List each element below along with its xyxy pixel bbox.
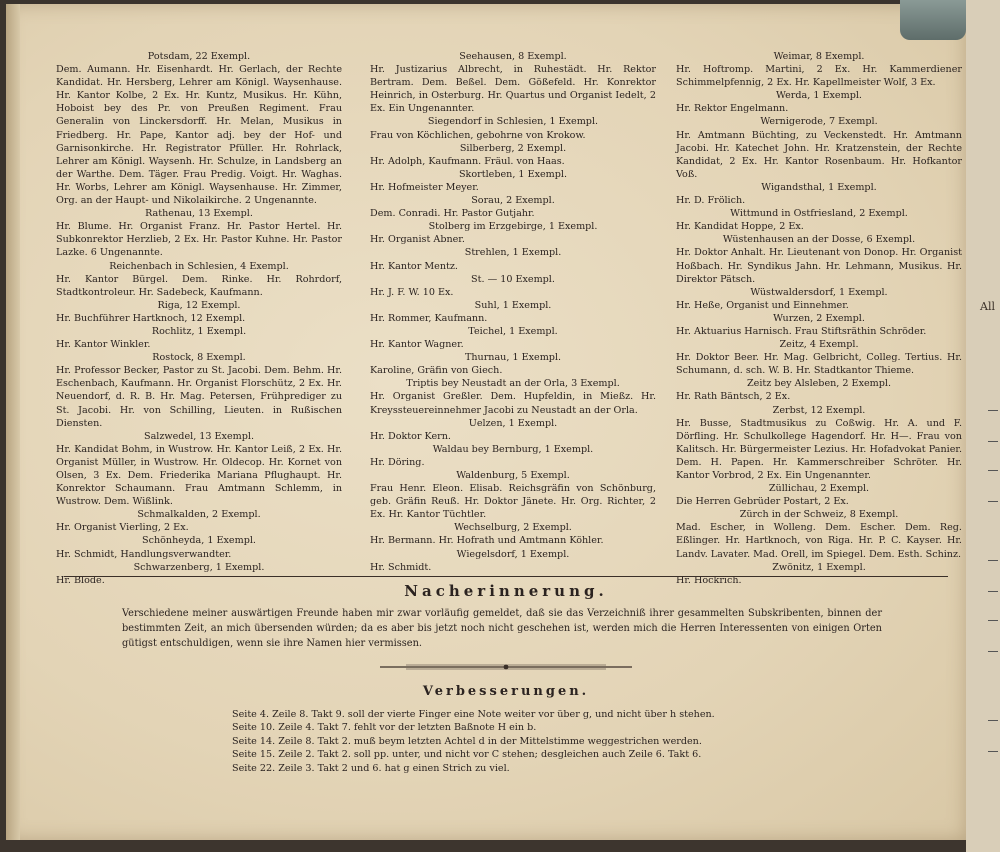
subscriber-entry: Karoline, Gräfin von Giech.: [370, 365, 503, 377]
place-heading: Werda, 1 Exempl.: [776, 90, 862, 102]
section-rule: [64, 576, 948, 577]
subscriber-entry: Frau Henr. Eleon. Elisab. Reichsgräfin von Schönburg, geb. Gräfin Reuß. Hr. Doktor Jänete. Hr. Org. Richter, 2 Ex. Hr. Kantor Tüchtler.: [370, 483, 656, 521]
subscriber-entry: Hr. Heße, Organist und Einnehmer.: [676, 299, 849, 311]
subscriber-entry: Hr. Schmidt.: [370, 561, 432, 573]
subscriber-entry: Hr. Aktuarius Harnisch. Frau Stiftsräthin Schröder.: [676, 325, 927, 337]
place-heading: Salzwedel, 13 Exempl.: [144, 430, 254, 442]
place-heading: Rathenau, 13 Exempl.: [145, 208, 253, 220]
place-heading: Teichel, 1 Exempl.: [468, 325, 558, 337]
subscriber-entry: Mad. Escher, in Wolleng. Dem. Escher. Dem. Reg. Eßlinger. Hr. Hartknoch, von Riga. Hr. P. C. Kayser. Hr. Landv. Lavater. Mad. Orell, im Spiegel. Dem. Esth. Schinz.: [676, 522, 962, 560]
place-heading: Wittmund in Ostfriesland, 2 Exempl.: [730, 208, 908, 220]
subscriber-entry: Hr. Adolph, Kaufmann. Fräul. von Haas.: [370, 155, 565, 167]
subscriber-entry: Hr. Rommer, Kaufmann.: [370, 312, 488, 324]
subscriber-list: [56, 50, 962, 586]
column-2: [370, 50, 656, 574]
place-heading: Triptis bey Neustadt an der Orla, 3 Exempl.: [406, 378, 620, 390]
place-heading: Schwarzenberg, 1 Exempl.: [133, 561, 265, 573]
place-heading: Reichenbach in Schlesien, 4 Exempl.: [109, 260, 289, 272]
subscriber-entry: Hr. Hoftromp. Martini, 2 Ex. Hr. Kammerdiener Schimmelpfennig, 2 Ex. Hr. Kapellmeister Wolf, 3 Ex.: [676, 64, 962, 89]
subscriber-entry: Hr. Rath Bäntsch, 2 Ex.: [676, 391, 791, 403]
subscriber-entry: Hr. Professor Becker, Pastor zu St. Jacobi. Dem. Behm. Hr. Eschenbach, Kaufmann. Hr. Organist Florschütz, 2 Ex. Hr. Neuendorf, d. R. B. Hr. Mag. Petersen, Frühprediger zu St. Jacobi. Hr. von Schilling, Lieuten. in Rußischen Diensten.: [56, 365, 342, 429]
place-heading: Zwönitz, 1 Exempl.: [772, 561, 866, 573]
place-heading: Waldau bey Bernburg, 1 Exempl.: [432, 443, 594, 455]
ornament-divider: [376, 662, 636, 672]
subscriber-entry: Hr. Kandidat Bohm, in Wustrow. Hr. Kantor Leiß, 2 Ex. Hr. Organist Müller, in Wustrow. Hr. Oldecop. Hr. Kornet von Olsen, 3 Ex. Dem. Friederika Mariana Pflughaupt. Hr. Konrektor Schaumann. Frau Amtmann Schlemm, in Wustrow. Dem. Wißlink.: [56, 443, 342, 508]
place-heading: Suhl, 1 Exempl.: [474, 299, 552, 311]
column-1: [56, 50, 342, 587]
place-heading: Potsdam, 22 Exempl.: [147, 51, 251, 62]
subscriber-entry: Hr. Amtmann Büchting, zu Veckenstedt. Hr. Amtmann Jacobi. Hr. Katechet John. Hr. Kratzenstein, der Rechte Kandidat, 2 Ex. Hr. Kantor Rosenbaum. Hr. Hofkantor Voß.: [676, 129, 962, 180]
music-staff-fragment: [988, 470, 998, 502]
nacherinnerung-heading: Nacherinnerung.: [404, 582, 608, 600]
subscriber-entry: Frau von Köchlichen, gebohrne von Krokow.: [370, 129, 586, 141]
subscriber-entry: Hr. Organist Abner.: [370, 234, 465, 246]
subscriber-entry: Dem. Aumann. Hr. Eisenhardt. Hr. Gerlach, der Rechte Kandidat. Hr. Hersberg, Lehrer am Königl. Waysenhause. Hr. Kantor Kolbe, 2 Ex. Hr. Kuntz, Musikus. Hr. Kühn, Hoboist bey des Pr. von Preußen Regiment. Frau Generalin von Linckersdorff. Hr. Melan, Musikus in Friedberg. Hr. Pape, Kantor adj. bey der Hof- und Garnisonkirche. Hr. Registrator Pfüller. Hr. Rohrlack, Lehrer am Königl. Waysenh. Hr. Schulze, in Landsberg an der Warthe. Dem. Täger. Frau Predig. Voigt. Hr. Waghas. Hr. Worbs, Lehrer am Königl. Waysenhause. Hr. Zimmer, Org. an der Haupt- und Nikolaikirche. 2 Ungenannte.: [56, 64, 342, 207]
place-heading: Schmalkalden, 2 Exempl.: [137, 509, 261, 521]
place-heading: Silberberg, 2 Exempl.: [459, 142, 567, 154]
errata-line: Seite 14. Zeile 8. Takt 2. muß beym letzten Achtel d in der Mittelstimme weggestrichen werden.: [232, 735, 702, 747]
place-heading: Uelzen, 1 Exempl.: [468, 417, 558, 429]
subscriber-entry: Hr. J. F. W. 10 Ex.: [370, 286, 454, 298]
subscriber-entry: Die Herren Gebrüder Postart, 2 Ex.: [676, 496, 849, 508]
facing-page-text: All: [980, 300, 995, 313]
music-staff-fragment: [988, 560, 998, 592]
subscriber-entry: Hr. Blöde.: [56, 574, 105, 586]
subscriber-entry: Dem. Conradi. Hr. Pastor Gutjahr.: [370, 208, 535, 220]
subscriber-entry: Hr. Schmidt, Handlungsverwandter.: [56, 548, 232, 560]
place-heading: Siegendorf in Schlesien, 1 Exempl.: [427, 116, 599, 128]
place-heading: Zürch in der Schweiz, 8 Exempl.: [739, 509, 899, 521]
place-heading: Wüstwaldersdorf, 1 Exempl.: [750, 286, 888, 298]
book-edge-shadow: [0, 840, 966, 852]
nacherinnerung-text: Verschiedene meiner auswärtigen Freunde haben mir zwar vorläufig gemeldet, daß sie das Verzeichniß ihrer gesammelten Subskribenten, binnen der bestimmten Zeit, an mich übersenden würden; da es aber bis jetzt noch nicht geschehen ist, werden mich die Herren Interessenten von einigen Orten gütigst entschuldigen, wenn sie ihre Namen hier vermissen.: [122, 608, 882, 649]
place-heading: St. — 10 Exempl.: [471, 273, 555, 285]
place-heading: Zerbst, 12 Exempl.: [772, 404, 866, 416]
errata-list: [232, 708, 792, 775]
subscriber-entry: Hr. Blume. Hr. Organist Franz. Hr. Pastor Hertel. Hr. Subkonrektor Herzlieb, 2 Ex. Hr. Pastor Kuhne. Hr. Pastor Lazke. 6 Ungenannte.: [56, 221, 342, 259]
errata-line: Seite 22. Zeile 3. Takt 2 und 6. hat g einen Strich zu viel.: [232, 762, 510, 774]
place-heading: Schönheyda, 1 Exempl.: [142, 535, 256, 547]
page-clip: [900, 0, 966, 40]
place-heading: Rostock, 8 Exempl.: [152, 352, 246, 364]
music-staff-fragment: [988, 410, 998, 442]
place-heading: Weimar, 8 Exempl.: [773, 51, 865, 62]
column-3: [676, 50, 962, 587]
place-heading: Strehlen, 1 Exempl.: [464, 247, 562, 259]
subscriber-entry: Hr. Rektor Engelmann.: [676, 103, 789, 115]
subscriber-entry: Hr. Buchführer Hartknoch, 12 Exempl.: [56, 312, 246, 324]
subscriber-entry: Hr. Kantor Mentz.: [370, 260, 458, 272]
place-heading: Wechselburg, 2 Exempl.: [454, 522, 572, 534]
subscriber-entry: Hr. Doktor Kern.: [370, 430, 451, 442]
subscriber-entry: Hr. Höckrich.: [676, 574, 742, 586]
subscriber-entry: Hr. Döring.: [370, 456, 425, 468]
place-heading: Wernigerode, 7 Exempl.: [760, 116, 878, 128]
subscriber-entry: Hr. Kantor Bürgel. Dem. Rinke. Hr. Rohrdorf, Stadtkontroleur. Hr. Sadebeck, Kaufmann.: [56, 273, 342, 298]
subscriber-entry: Hr. Doktor Anhalt. Hr. Lieutenant von Donop. Hr. Organist Hoßbach. Hr. Syndikus Jahn. Hr. Lehmann, Musikus. Hr. Direktor Pätsch.: [676, 247, 962, 285]
subscriber-entry: Hr. Bermann. Hr. Hofrath und Amtmann Köhler.: [370, 535, 604, 547]
errata-line: Seite 4. Zeile 8. Takt 9. soll der vierte Finger eine Note weiter vor über g, und nicht über h stehen.: [232, 709, 715, 720]
place-heading: Rochlitz, 1 Exempl.: [151, 325, 247, 337]
place-heading: Zeitz bey Alsleben, 2 Exempl.: [746, 378, 892, 390]
subscriber-entry: Hr. Organist Greßler. Dem. Hupfeldin, in Mießz. Hr. Kreyssteuereinnehmer Jacobi zu Neustadt an der Orla.: [370, 391, 656, 416]
place-heading: Skortleben, 1 Exempl.: [458, 168, 568, 180]
subscriber-entry: Hr. Busse, Stadtmusikus zu Coßwig. Hr. A. und F. Dörfling. Hr. Schulkollege Hagendorf. Hr. H—. Frau von Kalitsch. Hr. Bürgermeister Lezius. Hr. Hofadvokat Panier. Dem. H. Papen. Hr. Kammerschreiber Schröter. Hr. Kantor Vorbrod, 2 Ex. Ein Ungenannter.: [676, 417, 962, 481]
place-heading: Wüstenhausen an der Dosse, 6 Exempl.: [722, 234, 916, 246]
place-heading: Thurnau, 1 Exempl.: [464, 352, 562, 364]
errata-line: Seite 10. Zeile 4. Takt 7. fehlt vor der letzten Baßnote H ein b.: [232, 722, 537, 734]
subscriber-entry: Hr. Hofmeister Meyer.: [370, 181, 479, 193]
subscriber-entry: Hr. Kantor Winkler.: [56, 339, 151, 351]
subscriber-entry: Hr. Organist Vierling, 2 Ex.: [56, 522, 189, 534]
place-heading: Wiegelsdorf, 1 Exempl.: [456, 548, 570, 560]
music-staff-fragment: [988, 720, 998, 752]
errata-line: Seite 15. Zeile 2. Takt 2. soll pp. unter, und nicht vor C stehen; desgleichen auch Zeile 6. Takt 6.: [232, 749, 702, 761]
subscriber-entry: Hr. Justizarius Albrecht, in Ruhestädt. Hr. Rektor Bertram. Dem. Beßel. Dem. Gößefeld. Hr. Konrektor Heinrich, in Osterburg. Hr. Quartus und Organist Iedelt, 2 Ex. Ein Ungenannter.: [370, 64, 656, 115]
music-staff-fragment: [988, 620, 998, 652]
subscriber-entry: Hr. Kandidat Hoppe, 2 Ex.: [676, 221, 804, 233]
subscriber-entry: Hr. D. Frölich.: [676, 195, 746, 207]
place-heading: Zeitz, 4 Exempl.: [779, 339, 859, 351]
place-heading: Züllichau, 2 Exempl.: [768, 483, 870, 495]
subscriber-entry: Hr. Doktor Beer. Hr. Mag. Gelbricht, Colleg. Tertius. Hr. Schumann, d. sch. W. B. Hr. Stadtkantor Thieme.: [676, 352, 962, 377]
page-edge: [6, 4, 20, 840]
place-heading: Riga, 12 Exempl.: [157, 299, 241, 311]
place-heading: Stolberg im Erzgebirge, 1 Exempl.: [428, 221, 598, 233]
place-heading: Seehausen, 8 Exempl.: [459, 51, 567, 62]
place-heading: Wurzen, 2 Exempl.: [773, 312, 865, 324]
facing-page: [966, 0, 1000, 852]
place-heading: Waldenburg, 5 Exempl.: [456, 470, 570, 481]
subscriber-entry: Hr. Kantor Wagner.: [370, 339, 464, 351]
place-heading: Sorau, 2 Exempl.: [471, 195, 555, 207]
verbesserungen-heading: Verbesserungen.: [422, 684, 590, 699]
place-heading: Wigandsthal, 1 Exempl.: [761, 181, 877, 193]
